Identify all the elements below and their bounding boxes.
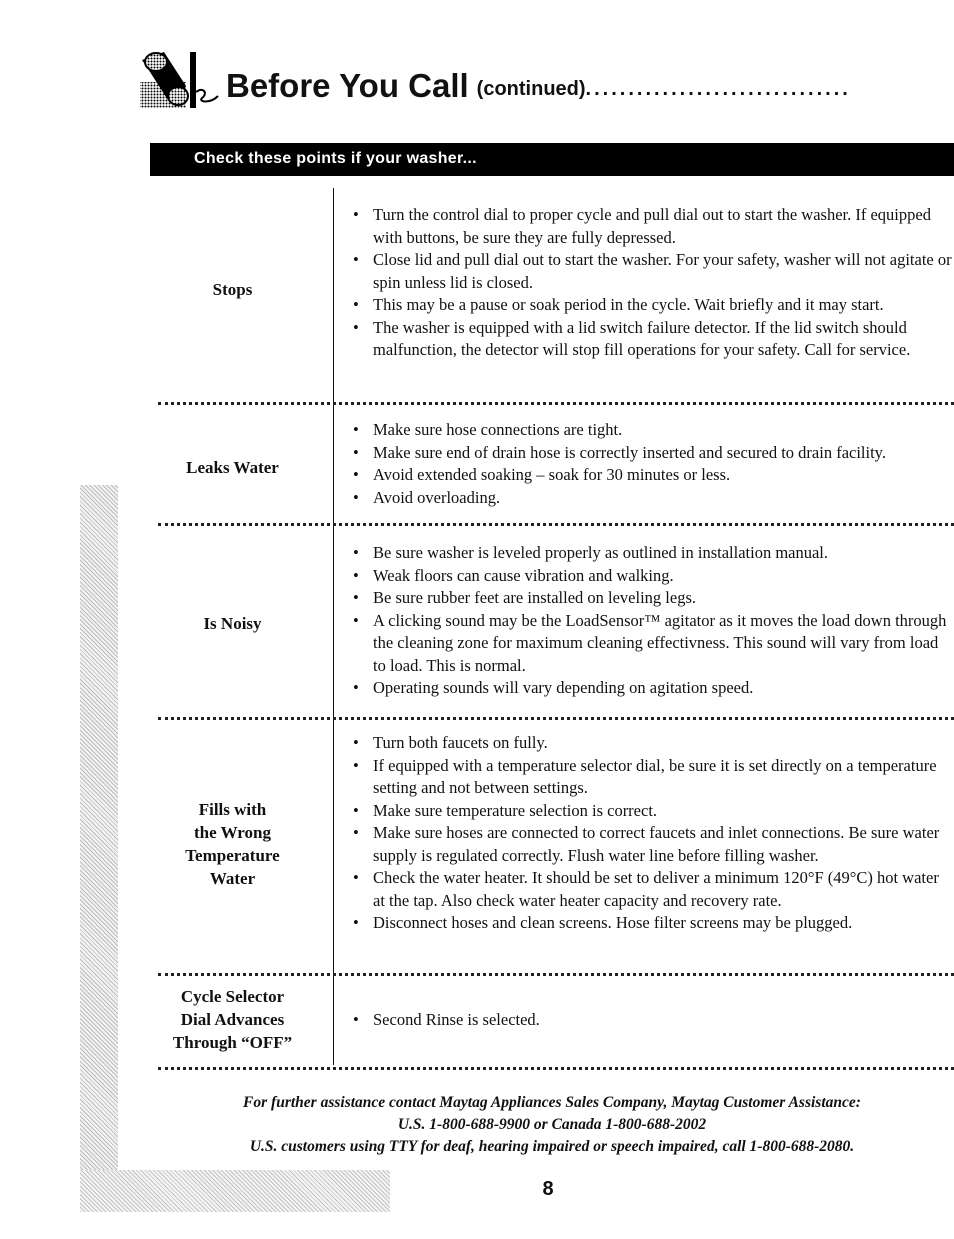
page-subtitle: (continued) <box>476 78 586 100</box>
problem-label: Leaks Water <box>186 458 279 477</box>
row-separator <box>158 523 954 526</box>
footer-tty-line: U.S. customers using TTY for deaf, hearing impaired or speech impaired, call 1-800-688-2080. <box>249 1138 855 1155</box>
solution-list <box>352 204 954 362</box>
problem-label: Stops <box>212 280 253 299</box>
row-separator <box>158 717 954 720</box>
list-item: • Close lid and pull dial out to start the washer. For your safety, washer will not agitate or spin unless lid is closed. <box>352 249 954 294</box>
list-item: • The washer is equipped with a lid switch failure detector. If the lid switch should malfunction, the detector will stop fill operations for your safety. Call for service. <box>352 317 954 362</box>
list-item: • Make sure hose connections are tight. <box>352 419 954 442</box>
list-item: • Check the water heater. It should be set to deliver a minimum 120°F (49°C) hot water at the tap. Also check water heater capacity and recovery rate. <box>352 867 954 912</box>
decorative-shade-strip <box>80 485 118 1210</box>
list-item: • Make sure hoses are connected to correct faucets and inlet connections. Be sure water supply is regulated correctly. Flush water line before filling washer. <box>352 822 954 867</box>
row-separator <box>158 1067 954 1070</box>
title-leader-dots: ............................... <box>585 78 851 100</box>
column-divider <box>333 188 334 1065</box>
list-item: • Avoid extended soaking – soak for 30 minutes or less. <box>352 464 954 487</box>
list-item: • A clicking sound may be the LoadSensor™ agitator as it moves the load down through the cleaning zone for maximum cleaning effectivness. This sound will vary from load to load. This is normal. <box>352 610 954 678</box>
list-item: • Disconnect hoses and clean screens. Hose filter screens may be plugged. <box>352 912 954 935</box>
section-banner: Check these points if your washer... <box>150 143 954 176</box>
list-item: • Make sure temperature selection is correct. <box>352 800 954 823</box>
problem-label: Is Noisy <box>203 614 262 633</box>
list-item: • Make sure end of drain hose is correctly inserted and secured to drain facility. <box>352 442 954 465</box>
list-item: • Second Rinse is selected. <box>352 1009 954 1032</box>
problem-label: Cycle Selector Dial Advances Through “OFF” <box>172 987 293 1052</box>
list-item: • Turn the control dial to proper cycle and pull dial out to start the washer. If equipped with buttons, be sure they are fully depressed. <box>352 204 954 249</box>
row-separator <box>158 973 954 976</box>
list-item: • Avoid overloading. <box>352 487 954 510</box>
page-number: 8 <box>542 1178 554 1200</box>
assistance-footer <box>150 1092 954 1158</box>
list-item: • This may be a pause or soak period in the cycle. Wait briefly and it may start. <box>352 294 954 317</box>
row-separator <box>158 402 954 405</box>
list-item: • Be sure washer is leveled properly as outlined in installation manual. <box>352 542 954 565</box>
footer-contact-line: For further assistance contact Maytag Appliances Sales Company, Maytag Customer Assistance: <box>243 1094 861 1111</box>
decorative-shade-bottom <box>80 1170 390 1212</box>
handset-tools-icon <box>138 42 220 112</box>
page-header <box>138 42 954 112</box>
list-item: • Operating sounds will vary depending on agitation speed. <box>352 677 954 700</box>
footer-phone-line: U.S. 1-800-688-9900 or Canada 1-800-688-2002 <box>397 1116 707 1133</box>
list-item: • If equipped with a temperature selector dial, be sure it is set directly on a temperature setting and not between settings. <box>352 755 954 800</box>
list-item: • Weak floors can cause vibration and walking. <box>352 565 954 588</box>
page-title: Before You Call <box>226 67 469 104</box>
problem-label: Fills with the Wrong Temperature Water <box>185 800 280 888</box>
solution-list <box>352 419 954 509</box>
list-item: • Turn both faucets on fully. <box>352 732 954 755</box>
list-item: • Be sure rubber feet are installed on leveling legs. <box>352 587 954 610</box>
solution-list <box>352 542 954 700</box>
solution-list <box>352 1009 954 1032</box>
solution-list <box>352 732 954 935</box>
